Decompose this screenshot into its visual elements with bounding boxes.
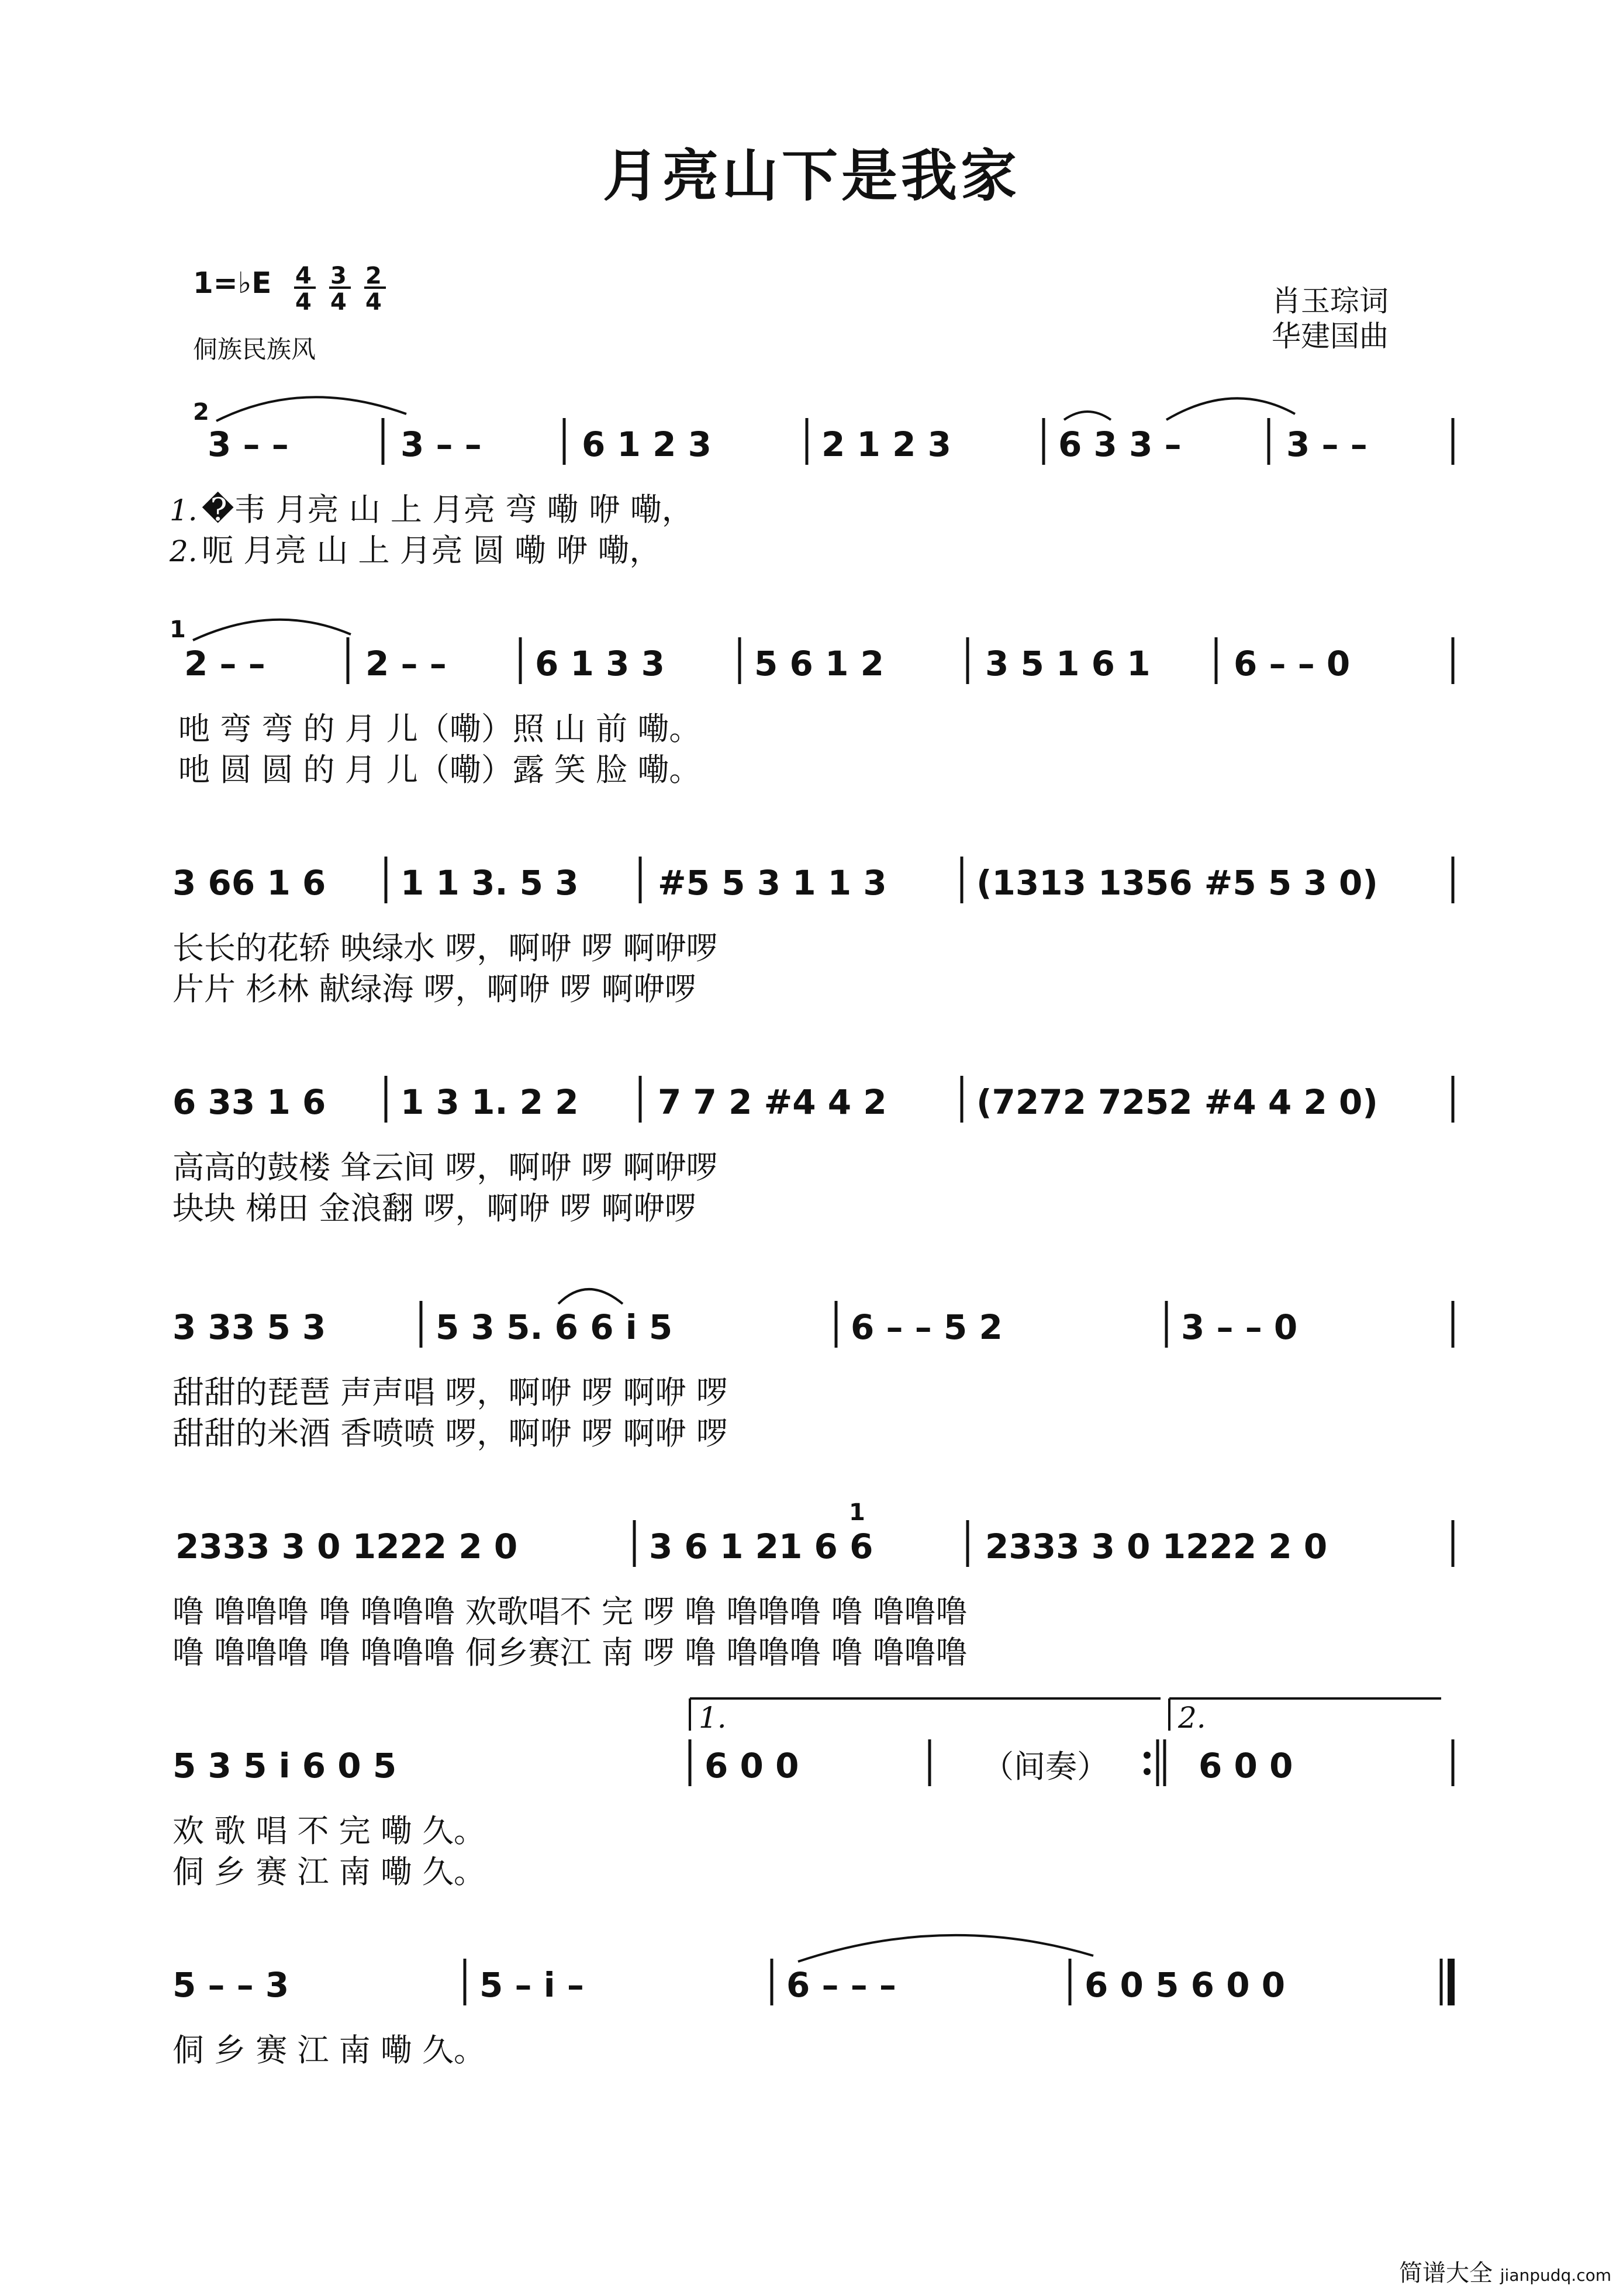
row4-measure-4: (7272 7252 #4 4 2 0) <box>976 1082 1378 1122</box>
row8-measure-3: 6 – – – <box>786 1965 896 2005</box>
row2-lyric-2: 吔 圆 圆 的 月 儿（嘞）露 笑 脸 嘞。 <box>178 751 701 788</box>
time-sig-3-top: 2 <box>365 263 382 289</box>
row2-measure-2: 2 – – <box>365 644 447 683</box>
row-6 <box>172 1499 1453 1671</box>
row-3 <box>172 857 1453 1007</box>
row2-measure-1: 2 – – <box>184 644 265 683</box>
watermark-brand: 简谱大全 <box>1399 2260 1493 2287</box>
row6-measure-1: 2333 3 0 1222 2 0 <box>175 1527 518 1566</box>
row1-lyric-2: 呃 月亮 山 上 月亮 圆 嘞 咿 嘞， <box>202 532 661 569</box>
watermark-url: jianpudq.com <box>1500 2266 1611 2285</box>
verse-num-1: 1. <box>170 493 198 527</box>
row3-measure-3: #5 5 3 1 1 3 <box>658 863 887 903</box>
row5-measure-4: 3 – – 0 <box>1181 1307 1298 1347</box>
row1-measure-4: 2 1 2 3 <box>821 424 952 464</box>
row2-measure-3: 6 1 3 3 <box>535 644 665 683</box>
row7-lyric-1: 欢 歌 唱 不 完 嘞 久。 <box>172 1812 485 1849</box>
time-sig-3-bottom: 4 <box>365 289 382 316</box>
slur <box>1064 412 1111 420</box>
row-4 <box>172 1076 1453 1227</box>
row1-measure-2: 3 – – <box>400 424 482 464</box>
row2-measure-5: 3 5 1 6 1 <box>985 644 1151 683</box>
time-signature-group <box>294 263 386 316</box>
style-label: 侗族民族风 <box>193 335 316 364</box>
row-2-time-mark: 1 <box>170 616 186 643</box>
ending-1-label: 1. <box>699 1701 727 1735</box>
row8-measure-2: 5 – i – <box>479 1965 584 2005</box>
row-7 <box>172 1698 1453 1890</box>
row3-lyric-1: 长长的花轿 映绿水 啰，啊咿 啰 啊咿啰 <box>172 930 718 966</box>
row5-lyric-2: 甜甜的米酒 香喷喷 啰，啊咿 啰 啊咿 啰 <box>172 1415 728 1452</box>
row1-measure-3: 6 1 2 3 <box>582 424 712 464</box>
row1-lyric-1: �韦 月亮 山 上 月亮 弯 嘞 咿 嘞， <box>202 491 693 528</box>
page-title: 月亮山下是我家 <box>603 143 1020 209</box>
row6-measure-2: 3 6 1 21 6 6 <box>649 1527 873 1566</box>
slur <box>798 1935 1093 1962</box>
row1-measure-1: 3 – – <box>208 424 289 464</box>
row1-measure-6: 3 – – <box>1286 424 1368 464</box>
row3-measure-2: 1 1 3. 5 3 <box>400 863 579 903</box>
row8-measure-4: 6 0 5 6 0 0 <box>1085 1965 1286 2005</box>
row8-measure-1: 5 – – 3 <box>172 1965 289 2005</box>
ending-2-label: 2. <box>1178 1701 1206 1735</box>
time-sig-2-bottom: 4 <box>330 289 347 316</box>
time-sig-2-top: 3 <box>330 263 347 289</box>
row5-measure-1: 3 33 5 3 <box>172 1307 326 1347</box>
row4-measure-2: 1 3 1. 2 2 <box>400 1082 579 1122</box>
row7-measure-2: 6 0 0 <box>705 1746 799 1786</box>
row4-measure-3: 7 7 2 #4 4 2 <box>658 1082 887 1122</box>
watermark <box>1399 2254 1611 2288</box>
lyricist: 肖玉琮词 <box>1272 284 1389 318</box>
row4-lyric-2: 块块 梯田 金浪翻 啰，啊咿 啰 啊咿啰 <box>172 1190 696 1227</box>
row-8 <box>172 1935 1451 2069</box>
row8-lyric-1: 侗 乡 赛 江 南 嘞 久。 <box>172 2032 485 2069</box>
time-sig-1-bottom: 4 <box>295 289 312 316</box>
verse-num-2: 2. <box>170 534 198 568</box>
row7-measure-3: 6 0 0 <box>1199 1746 1293 1786</box>
row5-measure-2: 5 3 5. 6 6 i 5 <box>436 1307 673 1347</box>
row-1 <box>169 397 1453 569</box>
row3-measure-4: (1313 1356 #5 5 3 0) <box>976 863 1378 903</box>
row1-measure-5: 6 3 3 – <box>1058 424 1182 464</box>
row3-measure-1: 3 66 1 6 <box>172 863 326 903</box>
row4-lyric-1: 高高的鼓楼 耸云间 啰，啊咿 啰 啊咿啰 <box>172 1149 718 1186</box>
row2-lyric-1: 吔 弯 弯 的 月 儿（嘞）照 山 前 嘞。 <box>178 710 701 747</box>
row-2 <box>170 616 1453 788</box>
slur <box>1166 398 1295 420</box>
row6-measure-3: 2333 3 0 1222 2 0 <box>985 1527 1328 1566</box>
row5-lyric-1: 甜甜的琵琶 声声唱 啰，啊咿 啰 啊咿 啰 <box>172 1374 728 1411</box>
row4-measure-1: 6 33 1 6 <box>172 1082 326 1122</box>
row2-measure-4: 5 6 1 2 <box>754 644 885 683</box>
row-6-time-mark: 1 <box>849 1499 865 1526</box>
row2-measure-6: 6 – – 0 <box>1234 644 1351 683</box>
row7-lyric-2: 侗 乡 赛 江 南 嘞 久。 <box>172 1853 485 1890</box>
key-label: 1=♭E <box>193 266 272 300</box>
row-1-time-mark: 2 <box>193 399 209 426</box>
row6-lyric-2: 噜 噜噜噜 噜 噜噜噜 侗乡赛江 南 啰 噜 噜噜噜 噜 噜噜噜 <box>172 1634 968 1671</box>
row5-measure-3: 6 – – 5 2 <box>851 1307 1003 1347</box>
time-sig-1-top: 4 <box>295 263 312 289</box>
row6-lyric-1: 噜 噜噜噜 噜 噜噜噜 欢歌唱不 完 啰 噜 噜噜噜 噜 噜噜噜 <box>172 1593 968 1630</box>
row-5 <box>172 1289 1453 1452</box>
slur <box>193 620 351 640</box>
slur <box>216 397 406 421</box>
interlude-label: （间奏） <box>982 1748 1109 1785</box>
slur <box>558 1289 623 1304</box>
row3-lyric-2: 片片 杉林 献绿海 啰，啊咿 啰 啊咿啰 <box>172 971 696 1007</box>
row7-measure-1: 5 3 5 i 6 0 5 <box>172 1746 397 1786</box>
composer: 华建国曲 <box>1272 319 1389 353</box>
